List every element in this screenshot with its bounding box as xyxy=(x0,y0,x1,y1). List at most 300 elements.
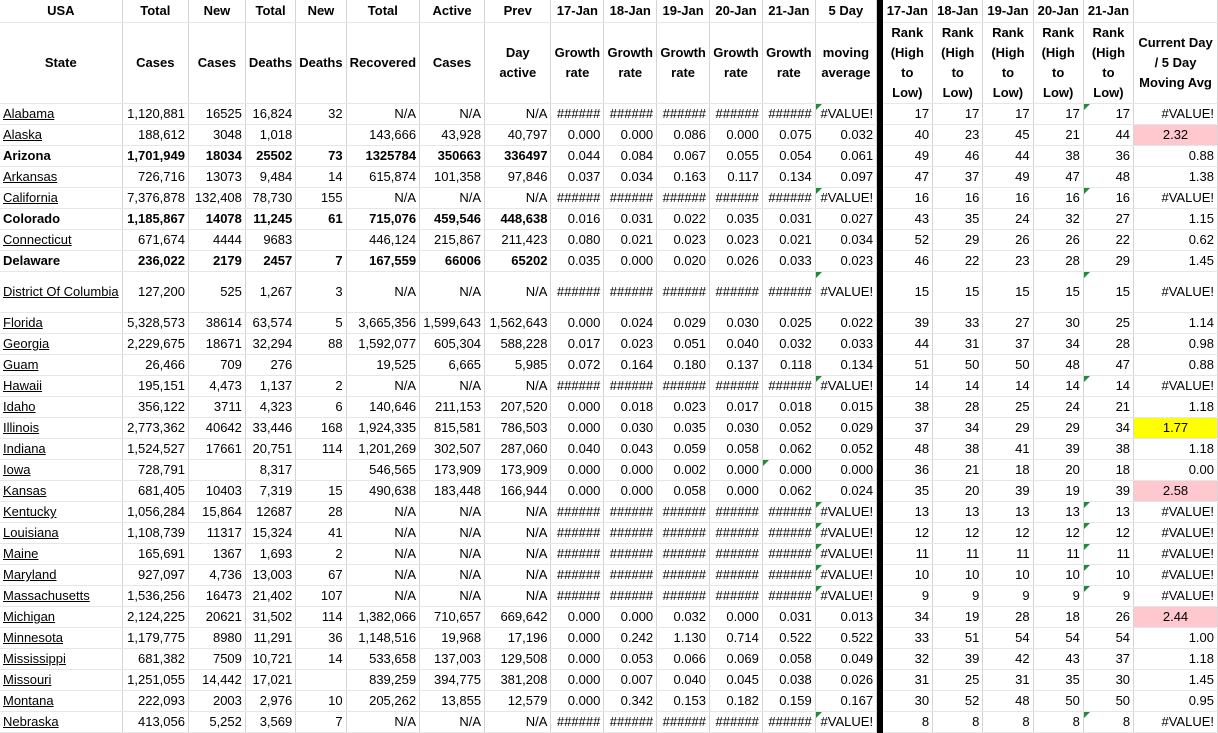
growth-cell[interactable]: 0.000 xyxy=(762,460,815,481)
growth-cell[interactable]: 0.002 xyxy=(657,460,710,481)
header-cell[interactable]: Growth rate xyxy=(657,23,710,104)
growth-cell[interactable]: ###### xyxy=(657,565,710,586)
data-cell[interactable]: 5 xyxy=(296,313,346,334)
rank-cell[interactable]: 34 xyxy=(883,607,933,628)
rank-cell[interactable]: 34 xyxy=(1083,418,1133,439)
ratio-cell[interactable]: #VALUE! xyxy=(1134,712,1218,733)
rank-cell[interactable]: 16 xyxy=(983,188,1033,209)
state-name-cell[interactable]: Colorado xyxy=(0,209,122,230)
growth-cell[interactable]: 0.000 xyxy=(551,691,604,712)
growth-cell[interactable]: 0.059 xyxy=(657,439,710,460)
data-cell[interactable]: 350663 xyxy=(420,146,485,167)
growth-cell[interactable]: ###### xyxy=(710,188,763,209)
growth-cell[interactable]: ###### xyxy=(604,586,657,607)
data-cell[interactable]: 88 xyxy=(296,334,346,355)
rank-cell[interactable]: 15 xyxy=(983,272,1033,313)
data-cell[interactable]: 2003 xyxy=(188,691,245,712)
growth-cell[interactable]: 0.049 xyxy=(815,649,876,670)
rank-cell[interactable]: 48 xyxy=(883,439,933,460)
growth-cell[interactable]: 0.043 xyxy=(604,439,657,460)
ratio-cell[interactable]: #VALUE! xyxy=(1134,565,1218,586)
rank-cell[interactable]: 20 xyxy=(1033,460,1083,481)
data-cell[interactable]: 32,294 xyxy=(245,334,295,355)
growth-cell[interactable]: 0.000 xyxy=(551,670,604,691)
data-cell[interactable]: 490,638 xyxy=(346,481,419,502)
rank-cell[interactable]: 38 xyxy=(933,439,983,460)
rank-cell[interactable]: 50 xyxy=(1083,691,1133,712)
data-cell[interactable]: 9683 xyxy=(245,230,295,251)
rank-cell[interactable]: 21 xyxy=(933,460,983,481)
rank-cell[interactable]: 13 xyxy=(983,502,1033,523)
data-cell[interactable]: 11,245 xyxy=(245,209,295,230)
rank-cell[interactable]: 29 xyxy=(933,230,983,251)
rank-cell[interactable]: 54 xyxy=(983,628,1033,649)
ratio-cell[interactable]: 0.98 xyxy=(1134,334,1218,355)
growth-cell[interactable]: 0.118 xyxy=(762,355,815,376)
growth-cell[interactable]: ###### xyxy=(604,376,657,397)
rank-cell[interactable]: 30 xyxy=(1083,670,1133,691)
data-cell[interactable]: 1,924,335 xyxy=(346,418,419,439)
data-cell[interactable]: 605,304 xyxy=(420,334,485,355)
rank-cell[interactable]: 10 xyxy=(933,565,983,586)
growth-cell[interactable]: 0.714 xyxy=(710,628,763,649)
growth-cell[interactable]: 0.035 xyxy=(657,418,710,439)
growth-cell[interactable]: ###### xyxy=(551,565,604,586)
rank-cell[interactable]: 14 xyxy=(933,376,983,397)
growth-cell[interactable]: 0.029 xyxy=(815,418,876,439)
rank-cell[interactable]: 38 xyxy=(1033,146,1083,167)
data-cell[interactable]: 2457 xyxy=(245,251,295,272)
header-cell[interactable]: 5 Day xyxy=(815,0,876,23)
growth-cell[interactable]: 0.055 xyxy=(710,146,763,167)
state-name-cell[interactable]: Michigan xyxy=(0,607,122,628)
rank-cell[interactable]: 19 xyxy=(1033,481,1083,502)
rank-cell[interactable]: 18 xyxy=(983,460,1033,481)
header-cell[interactable]: USA xyxy=(0,0,122,23)
data-cell[interactable]: 546,565 xyxy=(346,460,419,481)
data-cell[interactable]: 31,502 xyxy=(245,607,295,628)
data-cell[interactable]: 2 xyxy=(296,544,346,565)
growth-cell[interactable]: 0.029 xyxy=(657,313,710,334)
rank-cell[interactable]: 8 xyxy=(983,712,1033,733)
growth-cell[interactable]: ###### xyxy=(551,502,604,523)
data-cell[interactable]: 1,056,284 xyxy=(122,502,188,523)
data-cell[interactable]: 1,148,516 xyxy=(346,628,419,649)
data-cell[interactable]: 114 xyxy=(296,439,346,460)
rank-cell[interactable]: 14 xyxy=(1083,376,1133,397)
state-name-cell[interactable]: Kentucky xyxy=(0,502,122,523)
rank-cell[interactable]: 9 xyxy=(933,586,983,607)
ratio-cell[interactable]: #VALUE! xyxy=(1134,188,1218,209)
header-cell[interactable]: 17-Jan xyxy=(551,0,604,23)
data-cell[interactable]: 681,382 xyxy=(122,649,188,670)
data-cell[interactable]: N/A xyxy=(420,376,485,397)
growth-cell[interactable]: 0.034 xyxy=(815,230,876,251)
growth-cell[interactable]: 0.040 xyxy=(551,439,604,460)
rank-cell[interactable]: 51 xyxy=(883,355,933,376)
data-cell[interactable]: N/A xyxy=(346,565,419,586)
data-cell[interactable]: 588,228 xyxy=(485,334,551,355)
growth-cell[interactable]: 0.080 xyxy=(551,230,604,251)
state-name-cell[interactable]: Nebraska xyxy=(0,712,122,733)
header-cell[interactable]: 19-Jan xyxy=(983,0,1033,23)
growth-cell[interactable]: ###### xyxy=(710,376,763,397)
growth-cell[interactable]: ###### xyxy=(551,188,604,209)
rank-cell[interactable]: 33 xyxy=(933,313,983,334)
growth-cell[interactable]: 0.030 xyxy=(604,418,657,439)
state-name-cell[interactable]: Alabama xyxy=(0,104,122,125)
growth-cell[interactable]: 0.033 xyxy=(762,251,815,272)
header-cell[interactable]: New xyxy=(188,0,245,23)
rank-cell[interactable]: 8 xyxy=(883,712,933,733)
rank-cell[interactable]: 38 xyxy=(883,397,933,418)
data-cell[interactable]: 4,736 xyxy=(188,565,245,586)
data-cell[interactable]: 21,402 xyxy=(245,586,295,607)
growth-cell[interactable]: 0.062 xyxy=(762,439,815,460)
rank-cell[interactable]: 10 xyxy=(883,565,933,586)
rank-cell[interactable]: 41 xyxy=(983,439,1033,460)
data-cell[interactable]: 63,574 xyxy=(245,313,295,334)
data-cell[interactable]: 205,262 xyxy=(346,691,419,712)
data-cell[interactable]: 36 xyxy=(296,628,346,649)
state-name-cell[interactable]: Delaware xyxy=(0,251,122,272)
header-cell[interactable]: 19-Jan xyxy=(657,0,710,23)
rank-cell[interactable]: 23 xyxy=(983,251,1033,272)
data-cell[interactable]: 10,721 xyxy=(245,649,295,670)
header-cell[interactable]: Total xyxy=(245,0,295,23)
growth-cell[interactable]: ###### xyxy=(762,188,815,209)
rank-cell[interactable]: 34 xyxy=(933,418,983,439)
ratio-cell[interactable]: 2.44 xyxy=(1134,607,1218,628)
growth-cell[interactable]: 0.032 xyxy=(762,334,815,355)
growth-cell[interactable]: ###### xyxy=(710,104,763,125)
growth-cell[interactable]: 0.242 xyxy=(604,628,657,649)
data-cell[interactable]: 7 xyxy=(296,712,346,733)
growth-cell[interactable]: 0.067 xyxy=(657,146,710,167)
growth-cell[interactable]: 0.021 xyxy=(604,230,657,251)
data-cell[interactable]: 1,536,256 xyxy=(122,586,188,607)
data-cell[interactable]: 18034 xyxy=(188,146,245,167)
rank-cell[interactable]: 29 xyxy=(1033,418,1083,439)
data-cell[interactable]: 101,358 xyxy=(420,167,485,188)
growth-cell[interactable]: ###### xyxy=(710,712,763,733)
header-cell[interactable] xyxy=(1134,0,1218,23)
rank-cell[interactable]: 27 xyxy=(1083,209,1133,230)
data-cell[interactable]: 3,569 xyxy=(245,712,295,733)
growth-cell[interactable]: ###### xyxy=(762,104,815,125)
rank-cell[interactable]: 36 xyxy=(883,460,933,481)
rank-cell[interactable]: 15 xyxy=(883,272,933,313)
data-cell[interactable]: N/A xyxy=(346,523,419,544)
header-cell[interactable]: Cases xyxy=(420,23,485,104)
data-cell[interactable]: 78,730 xyxy=(245,188,295,209)
growth-cell[interactable]: 0.022 xyxy=(815,313,876,334)
growth-cell[interactable]: 0.159 xyxy=(762,691,815,712)
growth-cell[interactable]: 0.022 xyxy=(657,209,710,230)
header-cell[interactable]: Rank (High to Low) xyxy=(1083,23,1133,104)
growth-cell[interactable]: 0.016 xyxy=(551,209,604,230)
rank-cell[interactable]: 37 xyxy=(983,334,1033,355)
growth-cell[interactable]: 0.053 xyxy=(604,649,657,670)
data-cell[interactable]: N/A xyxy=(346,104,419,125)
data-cell[interactable]: N/A xyxy=(420,712,485,733)
header-cell[interactable]: Prev xyxy=(485,0,551,23)
rank-cell[interactable]: 50 xyxy=(983,355,1033,376)
data-cell[interactable]: 525 xyxy=(188,272,245,313)
growth-cell[interactable]: 0.000 xyxy=(604,607,657,628)
rank-cell[interactable]: 16 xyxy=(933,188,983,209)
state-name-cell[interactable]: Indiana xyxy=(0,439,122,460)
data-cell[interactable]: 107 xyxy=(296,586,346,607)
rank-cell[interactable]: 11 xyxy=(933,544,983,565)
data-cell[interactable]: 13073 xyxy=(188,167,245,188)
data-cell[interactable]: N/A xyxy=(485,712,551,733)
header-cell[interactable]: Cases xyxy=(122,23,188,104)
data-cell[interactable]: N/A xyxy=(485,104,551,125)
data-cell[interactable]: N/A xyxy=(420,544,485,565)
growth-cell[interactable]: ###### xyxy=(657,104,710,125)
rank-cell[interactable]: 44 xyxy=(1083,125,1133,146)
state-name-cell[interactable]: Missouri xyxy=(0,670,122,691)
data-cell[interactable]: 1367 xyxy=(188,544,245,565)
data-cell[interactable]: 4,323 xyxy=(245,397,295,418)
data-cell[interactable] xyxy=(296,460,346,481)
data-cell[interactable]: 1,382,066 xyxy=(346,607,419,628)
data-cell[interactable]: N/A xyxy=(420,586,485,607)
growth-cell[interactable]: ###### xyxy=(551,272,604,313)
growth-cell[interactable]: ###### xyxy=(657,523,710,544)
data-cell[interactable]: 143,666 xyxy=(346,125,419,146)
rank-cell[interactable]: 13 xyxy=(933,502,983,523)
growth-cell[interactable]: ###### xyxy=(762,502,815,523)
data-cell[interactable]: 1,693 xyxy=(245,544,295,565)
rank-cell[interactable]: 47 xyxy=(1083,355,1133,376)
ratio-cell[interactable]: 1.00 xyxy=(1134,628,1218,649)
rank-cell[interactable]: 26 xyxy=(983,230,1033,251)
rank-cell[interactable]: 51 xyxy=(933,628,983,649)
state-name-cell[interactable]: Mississippi xyxy=(0,649,122,670)
data-cell[interactable]: 2,773,362 xyxy=(122,418,188,439)
rank-cell[interactable]: 37 xyxy=(933,167,983,188)
header-cell[interactable]: Active xyxy=(420,0,485,23)
growth-cell[interactable]: 0.066 xyxy=(657,649,710,670)
growth-cell[interactable]: ###### xyxy=(551,586,604,607)
growth-cell[interactable]: 0.025 xyxy=(762,313,815,334)
growth-cell[interactable]: 0.134 xyxy=(815,355,876,376)
rank-cell[interactable]: 11 xyxy=(1083,544,1133,565)
rank-cell[interactable]: 21 xyxy=(1033,125,1083,146)
data-cell[interactable]: 16525 xyxy=(188,104,245,125)
ratio-cell[interactable]: #VALUE! xyxy=(1134,104,1218,125)
rank-cell[interactable]: 49 xyxy=(883,146,933,167)
rank-cell[interactable]: 42 xyxy=(983,649,1033,670)
data-cell[interactable]: 394,775 xyxy=(420,670,485,691)
data-cell[interactable] xyxy=(188,460,245,481)
header-cell[interactable]: 18-Jan xyxy=(933,0,983,23)
rank-cell[interactable]: 29 xyxy=(983,418,1033,439)
data-cell[interactable]: 66006 xyxy=(420,251,485,272)
data-cell[interactable]: 1,592,077 xyxy=(346,334,419,355)
growth-cell[interactable]: 0.030 xyxy=(710,418,763,439)
data-cell[interactable]: 448,638 xyxy=(485,209,551,230)
growth-cell[interactable]: 0.023 xyxy=(657,397,710,418)
data-cell[interactable]: 61 xyxy=(296,209,346,230)
growth-cell[interactable]: 0.000 xyxy=(551,649,604,670)
growth-cell[interactable]: 0.000 xyxy=(604,481,657,502)
data-cell[interactable]: 6,665 xyxy=(420,355,485,376)
ratio-cell[interactable]: 1.45 xyxy=(1134,670,1218,691)
data-cell[interactable]: 681,405 xyxy=(122,481,188,502)
growth-cell[interactable]: 0.000 xyxy=(604,125,657,146)
data-cell[interactable]: 1325784 xyxy=(346,146,419,167)
rank-cell[interactable]: 33 xyxy=(883,628,933,649)
data-cell[interactable]: N/A xyxy=(485,586,551,607)
data-cell[interactable]: 40642 xyxy=(188,418,245,439)
rank-cell[interactable]: 17 xyxy=(883,104,933,125)
data-cell[interactable]: 8980 xyxy=(188,628,245,649)
rank-cell[interactable]: 30 xyxy=(883,691,933,712)
data-cell[interactable]: 2,229,675 xyxy=(122,334,188,355)
data-cell[interactable]: 40,797 xyxy=(485,125,551,146)
growth-cell[interactable]: 0.072 xyxy=(551,355,604,376)
data-cell[interactable]: 1,524,527 xyxy=(122,439,188,460)
growth-cell[interactable]: ###### xyxy=(657,376,710,397)
growth-cell[interactable]: 0.522 xyxy=(815,628,876,649)
data-cell[interactable] xyxy=(296,670,346,691)
data-cell[interactable]: 25502 xyxy=(245,146,295,167)
growth-cell[interactable]: ###### xyxy=(657,586,710,607)
rank-cell[interactable]: 34 xyxy=(1033,334,1083,355)
growth-cell[interactable]: 0.031 xyxy=(762,607,815,628)
header-cell[interactable]: Growth rate xyxy=(604,23,657,104)
growth-cell[interactable]: ###### xyxy=(657,188,710,209)
data-cell[interactable]: 726,716 xyxy=(122,167,188,188)
data-cell[interactable]: 137,003 xyxy=(420,649,485,670)
ratio-cell[interactable]: 1.15 xyxy=(1134,209,1218,230)
rank-cell[interactable]: 47 xyxy=(1033,167,1083,188)
growth-cell[interactable]: 0.020 xyxy=(657,251,710,272)
state-name-cell[interactable]: Guam xyxy=(0,355,122,376)
data-cell[interactable]: 4444 xyxy=(188,230,245,251)
growth-cell[interactable]: 0.013 xyxy=(815,607,876,628)
rank-cell[interactable]: 10 xyxy=(1033,565,1083,586)
data-cell[interactable]: 709 xyxy=(188,355,245,376)
rank-cell[interactable]: 28 xyxy=(983,607,1033,628)
growth-cell[interactable]: 0.134 xyxy=(762,167,815,188)
rank-cell[interactable]: 31 xyxy=(883,670,933,691)
growth-cell[interactable]: #VALUE! xyxy=(815,188,876,209)
rank-cell[interactable]: 16 xyxy=(883,188,933,209)
growth-cell[interactable]: 0.024 xyxy=(815,481,876,502)
growth-cell[interactable]: 0.097 xyxy=(815,167,876,188)
header-cell[interactable]: Cases xyxy=(188,23,245,104)
data-cell[interactable]: 12,579 xyxy=(485,691,551,712)
rank-cell[interactable]: 37 xyxy=(1083,649,1133,670)
data-cell[interactable]: 15,324 xyxy=(245,523,295,544)
data-cell[interactable]: 815,581 xyxy=(420,418,485,439)
data-cell[interactable] xyxy=(296,355,346,376)
data-cell[interactable]: 533,658 xyxy=(346,649,419,670)
growth-cell[interactable]: 0.069 xyxy=(710,649,763,670)
rank-cell[interactable]: 25 xyxy=(933,670,983,691)
rank-cell[interactable]: 31 xyxy=(933,334,983,355)
data-cell[interactable]: N/A xyxy=(346,586,419,607)
growth-cell[interactable]: ###### xyxy=(604,104,657,125)
data-cell[interactable]: 140,646 xyxy=(346,397,419,418)
growth-cell[interactable]: 0.522 xyxy=(762,628,815,649)
growth-cell[interactable]: #VALUE! xyxy=(815,502,876,523)
data-cell[interactable]: 15 xyxy=(296,481,346,502)
data-cell[interactable]: 168 xyxy=(296,418,346,439)
rank-cell[interactable]: 24 xyxy=(983,209,1033,230)
rank-cell[interactable]: 25 xyxy=(1083,313,1133,334)
data-cell[interactable]: 127,200 xyxy=(122,272,188,313)
data-cell[interactable]: 97,846 xyxy=(485,167,551,188)
growth-cell[interactable]: ###### xyxy=(710,586,763,607)
growth-cell[interactable]: 0.033 xyxy=(815,334,876,355)
header-cell[interactable]: Growth rate xyxy=(762,23,815,104)
growth-cell[interactable]: 0.167 xyxy=(815,691,876,712)
header-cell[interactable]: 20-Jan xyxy=(710,0,763,23)
data-cell[interactable]: 9,484 xyxy=(245,167,295,188)
rank-cell[interactable]: 46 xyxy=(883,251,933,272)
data-cell[interactable]: 18671 xyxy=(188,334,245,355)
growth-cell[interactable]: 0.035 xyxy=(551,251,604,272)
data-cell[interactable]: 3711 xyxy=(188,397,245,418)
data-cell[interactable]: 222,093 xyxy=(122,691,188,712)
growth-cell[interactable]: 0.180 xyxy=(657,355,710,376)
data-cell[interactable]: 13,855 xyxy=(420,691,485,712)
data-cell[interactable]: 173,909 xyxy=(485,460,551,481)
growth-cell[interactable]: 0.052 xyxy=(762,418,815,439)
rank-cell[interactable]: 50 xyxy=(933,355,983,376)
header-cell[interactable]: Growth rate xyxy=(710,23,763,104)
data-cell[interactable]: 1,185,867 xyxy=(122,209,188,230)
data-cell[interactable]: 302,507 xyxy=(420,439,485,460)
rank-cell[interactable]: 48 xyxy=(1033,355,1083,376)
growth-cell[interactable]: ###### xyxy=(762,523,815,544)
rank-cell[interactable]: 52 xyxy=(883,230,933,251)
growth-cell[interactable]: 0.342 xyxy=(604,691,657,712)
rank-cell[interactable]: 39 xyxy=(1033,439,1083,460)
rank-cell[interactable]: 43 xyxy=(883,209,933,230)
rank-cell[interactable]: 32 xyxy=(883,649,933,670)
growth-cell[interactable]: 0.035 xyxy=(710,209,763,230)
data-cell[interactable]: 2179 xyxy=(188,251,245,272)
growth-cell[interactable]: 0.045 xyxy=(710,670,763,691)
data-cell[interactable]: 13,003 xyxy=(245,565,295,586)
growth-cell[interactable]: 0.000 xyxy=(551,628,604,649)
growth-cell[interactable]: #VALUE! xyxy=(815,523,876,544)
rank-cell[interactable]: 35 xyxy=(1033,670,1083,691)
data-cell[interactable]: 1,599,643 xyxy=(420,313,485,334)
ratio-cell[interactable]: #VALUE! xyxy=(1134,544,1218,565)
rank-cell[interactable]: 50 xyxy=(1033,691,1083,712)
header-cell[interactable]: 20-Jan xyxy=(1033,0,1083,23)
data-cell[interactable]: 129,508 xyxy=(485,649,551,670)
data-cell[interactable]: 3,665,356 xyxy=(346,313,419,334)
growth-cell[interactable]: 0.000 xyxy=(551,397,604,418)
state-name-cell[interactable]: Illinois xyxy=(0,418,122,439)
growth-cell[interactable]: 0.000 xyxy=(710,481,763,502)
ratio-cell[interactable]: 0.88 xyxy=(1134,355,1218,376)
data-cell[interactable]: N/A xyxy=(485,544,551,565)
data-cell[interactable]: 11317 xyxy=(188,523,245,544)
data-cell[interactable]: 1,018 xyxy=(245,125,295,146)
growth-cell[interactable]: 0.000 xyxy=(551,481,604,502)
growth-cell[interactable]: #VALUE! xyxy=(815,272,876,313)
data-cell[interactable]: 1,179,775 xyxy=(122,628,188,649)
